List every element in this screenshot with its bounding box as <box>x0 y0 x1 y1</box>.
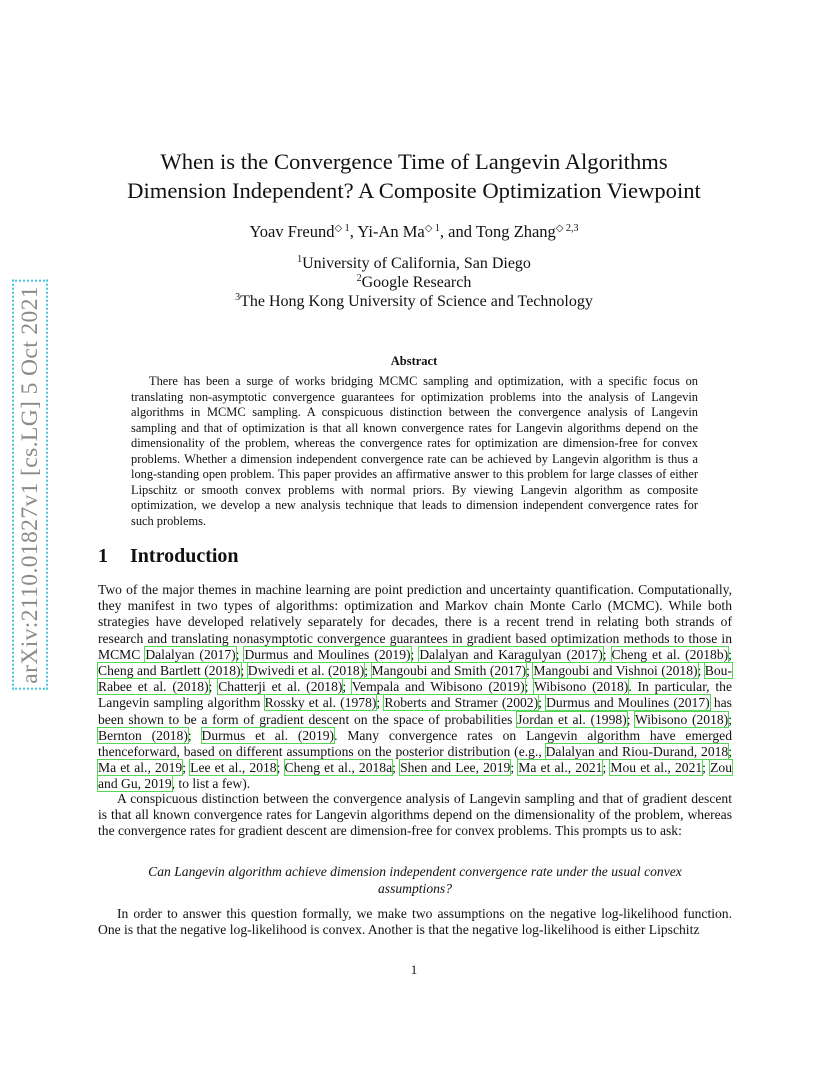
paragraph-text: ; <box>702 760 711 776</box>
author-sup: ◇ 1 <box>424 223 440 234</box>
paragraph-text: ; <box>697 663 705 679</box>
citation-link[interactable]: Durmus and Moulines (2019) <box>244 646 411 662</box>
citation-link[interactable]: Ma et al., 2019 <box>98 760 183 776</box>
author-sup: ◇ 2,3 <box>555 223 579 234</box>
title-line-1: When is the Convergence Time of Langevin Algorithms <box>160 149 668 174</box>
paragraph-text: ; <box>276 760 285 776</box>
paragraph-text: ; <box>187 727 202 743</box>
title-line-2: Dimension Independent? A Composite Optimization Viewpoint <box>127 178 701 203</box>
arxiv-id-text[interactable]: arXiv:2110.01827v1 [cs.LG] 5 Oct 2021 <box>12 280 48 690</box>
paragraph-text: ; <box>728 646 732 662</box>
page-number: 1 <box>410 962 418 977</box>
citation-link[interactable]: Durmus and Moulines (2017) <box>546 695 710 711</box>
author-sup: ◇ 1 <box>334 223 350 234</box>
paragraph-text: , to list a few). <box>171 776 251 792</box>
affiliation-list <box>60 254 768 311</box>
author-name: Yi-An Ma <box>357 222 425 241</box>
author-separator: , <box>349 222 358 241</box>
paragraph-text: . Many convergence rates on Langevin algorithm have emerged thenceforward, based on different assumptions on the posterior distribution (e.g., <box>98 727 732 760</box>
affiliation-name: Google Research <box>361 274 472 291</box>
section-title: Introduction <box>130 545 239 567</box>
citation-link[interactable]: Cheng and Bartlett (2018) <box>98 663 241 679</box>
paragraph-text: ; <box>526 663 534 679</box>
citation-link[interactable]: Mou et al., 2021 <box>610 760 703 776</box>
paragraph-text: ; <box>182 760 191 776</box>
arxiv-stamp <box>12 262 48 708</box>
affiliation-sup: 2 <box>356 273 362 284</box>
paragraph-text: ; <box>728 744 732 760</box>
paper-title <box>60 147 768 205</box>
author-list <box>60 222 768 242</box>
citation-link[interactable]: Durmus et al. (2019) <box>201 727 335 743</box>
paragraph-text: ; <box>392 760 401 776</box>
citation-link[interactable]: Dalalyan (2017) <box>145 646 236 662</box>
citation-link[interactable]: Dwivedi et al. (2018) <box>247 663 365 679</box>
citation-link[interactable]: Mangoubi and Smith (2017) <box>371 663 527 679</box>
citation-link[interactable]: Roberts and Stramer (2002) <box>384 695 539 711</box>
citation-link[interactable]: Ma et al., 2021 <box>518 760 603 776</box>
affiliation-name: University of California, San Diego <box>302 255 531 272</box>
paragraph-text: ; <box>602 646 612 662</box>
abstract-heading: Abstract <box>390 354 438 368</box>
paragraph-text: ; <box>510 760 519 776</box>
affiliation <box>60 273 768 292</box>
affiliation-name: The Hong Kong University of Science and Technology <box>240 293 593 310</box>
affiliation-sup: 1 <box>297 254 303 265</box>
paragraph-text: has been shown to be a form of gradient descent on the space of probabilities <box>98 695 732 727</box>
paragraph-text: ; <box>602 760 611 776</box>
author-name: Yoav Freund <box>249 222 335 241</box>
citation-link[interactable]: Cheng et al., 2018a <box>284 760 393 776</box>
citation-link[interactable]: Zou and Gu, 2019 <box>98 760 733 792</box>
citation-link[interactable]: Lee et al., 2018 <box>190 760 277 776</box>
paragraph-text: ; <box>240 663 248 679</box>
affiliation <box>60 292 768 311</box>
citation-link[interactable]: Rossky et al. (1978) <box>264 695 377 711</box>
citation-link[interactable]: Cheng et al. (2018b) <box>611 646 729 662</box>
citation-link[interactable]: Vempala and Wibisono (2019) <box>351 679 525 695</box>
abstract-text: There has been a surge of works bridging MCMC sampling and optimization, with a specific focus on translating non-asymptotic convergence guarantees for optimization problems into the analysis of Langevin algorithms in MCMC sampling. A conspicuous distinction between the convergence analysis of Langevin sampling and that of optimization is that all known convergence rates for Langevin algorithms depend on the dimensionality of the problem, whereas the convergence rates for optimization are dimension-free for convex problems. Whether a dimension independent convergence rate can be achieved by Langevin algorithm is thus a long-standing open problem. This paper provides an affirmative answer to this problem for large classes of either Lipschitz or smooth convex problems with normal priors. By viewing Langevin algorithm as composite optimization, we develop a new analysis technique that leads to dimension independent convergence rates for such problems. <box>131 374 698 528</box>
paragraph-text: ; <box>538 695 547 711</box>
intro-paragraph-2: A conspicuous distinction between the convergence analysis of Langevin sampling and that of gradient descent is that all known convergence rates for Langevin algorithms depend on the dimensionality of the problem, whereas the convergence rates for gradient descent are dimension-free for convex problems. This prompts us to ask: <box>98 791 732 839</box>
paragraph-text: ; <box>524 679 534 695</box>
citation-link[interactable]: Jordan et al. (1998) <box>517 711 627 727</box>
section-number: 1 <box>98 545 108 567</box>
paragraph-text: ; <box>626 711 635 727</box>
paragraph-text: ; <box>364 663 372 679</box>
affiliation-sup: 3 <box>235 292 241 303</box>
section-heading <box>98 545 239 568</box>
author-separator: , and <box>439 222 476 241</box>
paragraph-text: ; <box>728 711 732 727</box>
author-name: Tong Zhang <box>475 222 556 241</box>
citation-link[interactable]: Bernton (2018) <box>98 727 188 743</box>
citation-link[interactable]: Bou-Rabee et al. (2018) <box>98 663 732 695</box>
paragraph-text: ; <box>376 695 385 711</box>
paragraph-text: . In particular, the Langevin sampling algorithm <box>98 679 732 711</box>
paragraph-text: ; <box>235 646 245 662</box>
citation-link[interactable]: Dalalyan and Riou-Durand, 2018 <box>545 744 729 760</box>
citation-link[interactable]: Shen and Lee, 2019 <box>400 760 511 776</box>
paragraph-text: ; <box>208 679 219 695</box>
paragraph-text: ; <box>410 646 420 662</box>
citation-link[interactable]: Dalalyan and Karagulyan (2017) <box>419 646 603 662</box>
citation-link[interactable]: Chatterji et al. (2018) <box>218 679 343 695</box>
research-question: Can Langevin algorithm achieve dimension independent convergence rate under the usual convex assumptions? <box>148 864 682 896</box>
intro-paragraph-3: In order to answer this question formally, we make two assumptions on the negative log-likelihood function. One is that the negative log-likelihood is convex. Another is that the negative log-likelihood is either Lipschitz <box>98 906 732 938</box>
citation-link[interactable]: Wibisono (2018) <box>533 679 629 695</box>
paragraph-text: Two of the major themes in machine learning are point prediction and uncertainty quantification. Computationally, they manifest in two types of algorithms: optimization and Markov chain Monte Carlo (MCMC). While both strategies have developed relatively separately for decades, there is a recent trend in relating both strands of research and translating nonasymptotic convergence guarantees in gradient based optimization methods to those in MCMC <box>98 582 732 662</box>
paragraph-text: ; <box>342 679 352 695</box>
intro-paragraph-1 <box>98 582 732 793</box>
citation-link[interactable]: Wibisono (2018) <box>634 711 729 727</box>
affiliation <box>60 254 768 273</box>
citation-link[interactable]: Mangoubi and Vishnoi (2018) <box>533 663 698 679</box>
